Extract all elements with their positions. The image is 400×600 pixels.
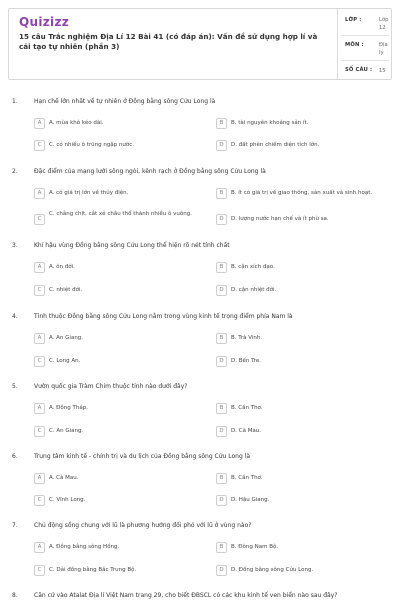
option-text: C. Vĩnh Long. [49,497,86,503]
socau-label: SỐ CÂU : [345,67,373,73]
option-text: A. Đồng Tháp. [49,405,88,411]
mon-value: Địa lý [379,42,388,56]
question-number: 6. [12,453,18,460]
option-letter-box: D [216,426,227,437]
option-letter-box: D [216,565,227,576]
document-title: 15 câu Trắc nghiệm Địa Lí 12 Bài 41 (có đáp án): Vấn đề sử dụng hợp lí và cải tạo tự nhiên (phần 3) [19,32,318,51]
option-letter-box: B [216,333,227,344]
question-text: Căn cứ vào Atalat Địa lí Việt Nam trang 29, cho biết ĐBSCL có các khu kinh tế ven biển nào sau đây? [34,592,338,599]
option-letter-box: C [34,356,45,367]
question-text: Vườn quốc gia Tràm Chim thuộc tỉnh nào dưới đây? [34,383,188,390]
option-text: D. lượng nước hạn chế và ít phù sa. [231,216,329,222]
option-text: D. Cà Mau. [231,428,262,434]
question-number: 3. [12,242,18,249]
option-letter-box: D [216,214,227,225]
option-text: B. cận xích đạo. [231,264,275,270]
option-text: C. chằng chịt, cắt xẻ châu thổ thành nhiều ô vuông. [49,211,192,217]
mon-label: MÔN : [345,42,364,48]
option-text: C. Long An. [49,358,81,364]
question-number: 2. [12,168,18,175]
meta-separator [341,35,389,36]
option-letter-box: D [216,140,227,151]
meta-separator [341,60,389,61]
option-letter-box: C [34,565,45,576]
option-letter-box: A [34,542,45,553]
option-text: D. Hậu Giang. [231,497,270,503]
option-letter-box: A [34,473,45,484]
option-letter-box: C [34,426,45,437]
option-text: B. Đông Nam Bộ. [231,544,279,550]
option-text: B. ít có giá trị về giao thông, sản xuất và sinh hoạt. [231,190,373,196]
option-text: B. Trà Vinh. [231,335,263,341]
question-text: Đặc điểm của mạng lưới sông ngòi, kênh rạch ở Đồng bằng sông Cửu Long là [34,168,266,175]
option-text: A. An Giang. [49,335,84,341]
option-text: D. cận nhiệt đới. [231,287,277,293]
header-divider [337,9,338,79]
option-letter-box: B [216,403,227,414]
option-letter-box: C [34,285,45,296]
option-text: A. mùa khô kéo dài. [49,120,104,126]
option-text: B. Cần Thơ. [231,405,263,411]
document-header [8,8,392,80]
option-letter-box: C [34,495,45,506]
option-text: A. Đồng bằng sông Hồng. [49,544,120,550]
option-letter-box: C [34,140,45,151]
option-text: B. Cần Thơ. [231,475,263,481]
lop-label: LỚP : [345,17,362,23]
option-letter-box: A [34,333,45,344]
option-text: C. Dải đồng bằng Bắc Trung Bộ. [49,567,137,573]
question-number: 5. [12,383,18,390]
option-letter-box: B [216,188,227,199]
option-letter-box: D [216,495,227,506]
quizizz-logo: Quizizz [19,15,70,29]
option-letter-box: A [34,118,45,129]
option-text: C. có nhiều ô trũng ngập nước. [49,142,135,148]
option-letter-box: B [216,118,227,129]
option-text: D. Bến Tre. [231,358,261,364]
question-text: Tỉnh thuộc Đồng bằng sông Cửu Long nằm trong vùng kinh tế trọng điểm phía Nam là [34,313,293,320]
option-letter-box: D [216,356,227,367]
question-number: 1. [12,98,18,105]
option-text: D. đất phèn chiếm diện tích lớn. [231,142,320,148]
socau-value: 15 [379,68,386,74]
question-number: 8. [12,592,18,599]
lop-value: Lớp 12 [379,17,389,31]
option-letter-box: C [34,214,45,225]
option-text: A. Cà Mau. [49,475,79,481]
option-letter-box: A [34,403,45,414]
option-text: C. An Giang. [49,428,84,434]
question-text: Hạn chế lớn nhất về tự nhiên ở Đồng bằng sông Cửu Long là [34,98,216,105]
option-text: B. tài nguyên khoáng sản ít. [231,120,309,126]
question-number: 7. [12,522,18,529]
option-letter-box: D [216,285,227,296]
option-text: D. Đồng bằng sông Cửu Long. [231,567,314,573]
option-text: A. ôn đới. [49,264,75,270]
question-text: Trung tâm kinh tế - chính trị và du lịch của Đồng bằng sông Cửu Long là [34,453,251,460]
option-letter-box: A [34,262,45,273]
option-letter-box: B [216,262,227,273]
option-letter-box: B [216,542,227,553]
option-letter-box: A [34,188,45,199]
question-number: 4. [12,313,18,320]
option-text: C. nhiệt đới. [49,287,83,293]
question-text: Khí hậu vùng Đồng bằng sông Cửu Long thể hiện rõ nét tính chất [34,242,230,249]
option-text: A. có giá trị lớn về thủy điện. [49,190,129,196]
question-text: Chủ động sống chung với lũ là phương hướng đối phó với lũ ở vùng nào? [34,522,252,529]
option-letter-box: B [216,473,227,484]
